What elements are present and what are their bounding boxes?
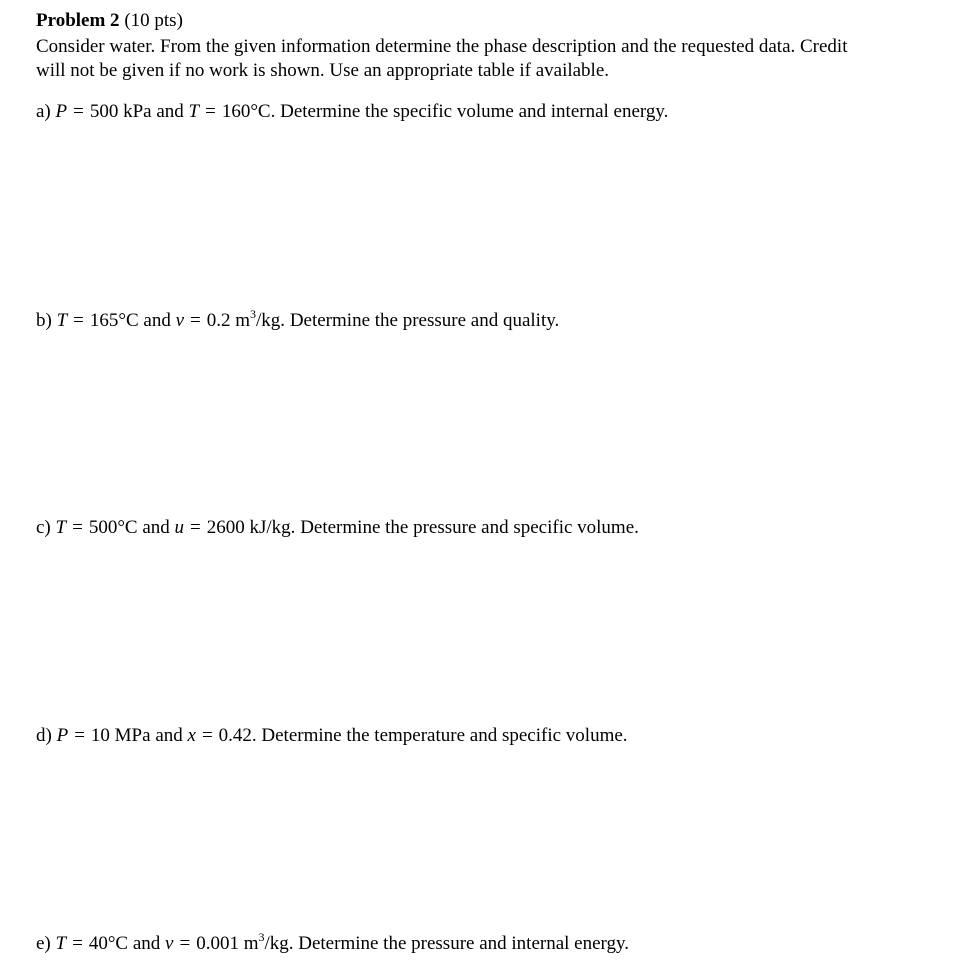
problem-intro-line-1: Consider water. From the given information determine the phase description and the requested data. Credit [36,36,848,57]
equals-sign: = [205,101,216,122]
part-b-var2: ν [175,310,185,331]
part-c [36,516,639,540]
part-a-val2: 160°C. [221,101,276,122]
part-b-val2: 0.2 m [206,310,251,331]
part-e-unit: /kg. [264,933,294,954]
equals-sign: = [190,310,201,331]
part-d-var2: x [187,725,196,746]
part-d-conj: and [155,725,183,746]
part-a-var1: P [55,101,68,122]
part-d-val2: 0.42. [218,725,257,746]
part-d [36,724,628,748]
part-c-var1: T [55,517,67,538]
part-e-conj: and [132,933,161,954]
part-a [36,100,668,124]
problem-heading [36,9,183,33]
part-b [36,306,560,333]
problem-points: (10 pts) [124,10,183,31]
part-b-val1: 165°C [89,310,139,331]
part-c-label: c) [36,517,51,538]
part-e-val1: 40°C [88,933,129,954]
part-b-label: b) [36,310,52,331]
equals-sign: = [72,517,83,538]
part-e-label: e) [36,933,51,954]
equals-sign: = [73,310,84,331]
part-e-val2: 0.001 m [196,933,259,954]
part-a-task: Determine the specific volume and internal energy. [280,101,669,122]
part-a-conj: and [156,101,184,122]
part-e-task: Determine the pressure and internal energy. [298,933,630,954]
problem-title: Problem 2 [36,10,120,31]
part-e-var1: T [55,933,67,954]
equals-sign: = [72,933,83,954]
equals-sign: = [179,933,191,954]
equals-sign: = [201,725,213,746]
problem-intro-line-2: will not be given if no work is shown. Use an appropriate table if available. [36,60,610,81]
part-a-var2: T [188,101,200,122]
part-d-label: d) [36,725,52,746]
part-c-conj: and [142,517,170,538]
part-e [36,929,630,956]
part-b-var1: T [56,310,68,331]
part-e-exponent: 3 [258,929,265,944]
part-c-val1: 500°C [88,517,138,538]
part-b-exponent: 3 [250,306,257,321]
equals-sign: = [190,517,201,538]
part-d-val1: 10 MPa [90,725,151,746]
equals-sign: = [74,725,85,746]
part-b-task: Determine the pressure and quality. [289,310,560,331]
part-c-val2: 2600 kJ/kg. [206,517,296,538]
part-b-conj: and [143,310,171,331]
equals-sign: = [73,101,84,122]
part-a-val1: 500 kPa [89,101,152,122]
part-c-task: Determine the pressure and specific volume. [300,517,639,538]
part-b-unit: /kg. [256,310,286,331]
part-d-var1: P [56,725,69,746]
part-e-var2: ν [165,933,174,954]
part-c-var2: u [174,517,185,538]
part-d-task: Determine the temperature and specific volume. [261,725,628,746]
part-a-label: a) [36,101,51,122]
